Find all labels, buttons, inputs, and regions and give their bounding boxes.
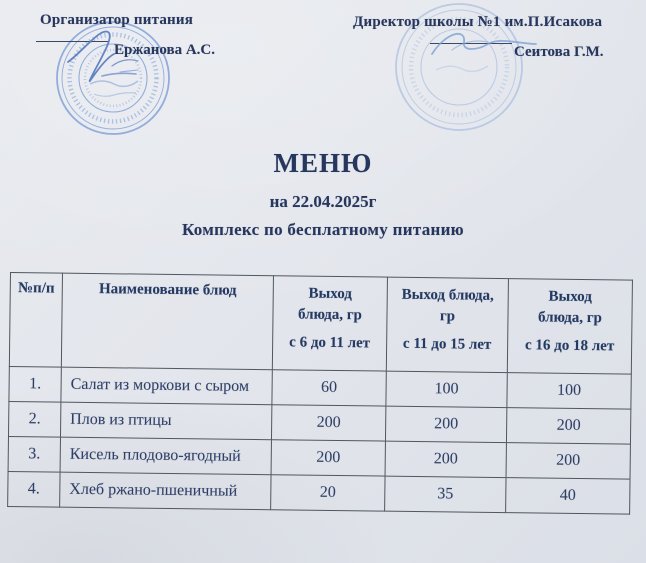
document-title: МЕНЮ xyxy=(273,148,373,178)
dish-name-cell: Салат из моркови с сыром xyxy=(61,367,272,405)
menu-table-wrapper xyxy=(10,272,633,507)
left-signatory-name: Ержанова А.С. xyxy=(114,42,216,58)
portion-16-18-cell: 40 xyxy=(506,478,630,515)
output-label-line2: гр xyxy=(439,308,456,325)
age-range-11-15: с 11 до 15 лет xyxy=(402,335,492,353)
header-row xyxy=(9,273,632,375)
col-header-dish: Наименование блюд xyxy=(61,273,273,370)
output-label-line1: Выход xyxy=(548,288,592,306)
document-date: на 22.04.2025г xyxy=(269,192,377,211)
row-number-cell: 1. xyxy=(9,366,61,402)
output-label-line1: Выход xyxy=(308,285,353,303)
row-number-cell: 3. xyxy=(8,436,60,472)
left-signatory-title: Организатор питания xyxy=(40,12,194,28)
portion-6-11-cell: 200 xyxy=(271,440,385,476)
portion-6-11-cell: 60 xyxy=(272,370,386,406)
right-signature-scribble-icon xyxy=(426,24,542,62)
row-number-cell: 4. xyxy=(8,471,60,507)
portion-6-11-cell: 200 xyxy=(271,405,385,441)
portion-11-15-cell: 200 xyxy=(385,441,506,477)
dish-name-cell: Плов из птицы xyxy=(60,402,271,440)
col-header-output-16-18 xyxy=(507,279,632,375)
portion-16-18-cell: 200 xyxy=(506,408,630,445)
col-header-output-6-11 xyxy=(272,276,387,371)
portion-11-15-cell: 200 xyxy=(385,406,506,442)
right-signatory-name: Сеитова Г.М. xyxy=(514,44,604,60)
portion-16-18-cell: 200 xyxy=(506,443,630,480)
portion-6-11-cell: 20 xyxy=(271,475,385,511)
portion-11-15-cell: 100 xyxy=(386,371,507,407)
dish-name-cell: Хлеб ржано-пшеничный xyxy=(60,472,271,510)
row-number-cell: 2. xyxy=(8,401,60,437)
menu-row xyxy=(8,471,630,514)
document-subtitle: Комплекс по бесплатному питанию xyxy=(182,220,464,239)
right-signatory-title: Директор школы №1 им.П.Исакова xyxy=(353,14,603,30)
age-range-6-11: с 6 до 11 лет xyxy=(289,334,371,352)
portion-16-18-cell: 100 xyxy=(507,373,631,410)
output-label-line1: Выход блюда, xyxy=(401,286,494,304)
menu-table xyxy=(7,272,633,515)
portion-11-15-cell: 35 xyxy=(385,476,506,512)
left-signature-scribble-icon xyxy=(58,20,168,90)
output-label-line2: блюда, гр xyxy=(297,306,363,324)
output-label-line2: блюда, гр xyxy=(537,309,603,327)
col-header-output-11-15 xyxy=(386,277,508,372)
dish-name-cell: Кисель плодово-ягодный xyxy=(60,437,271,475)
age-range-16-18: с 16 до 18 лет xyxy=(524,337,615,355)
col-header-number: №п/п xyxy=(9,273,62,368)
